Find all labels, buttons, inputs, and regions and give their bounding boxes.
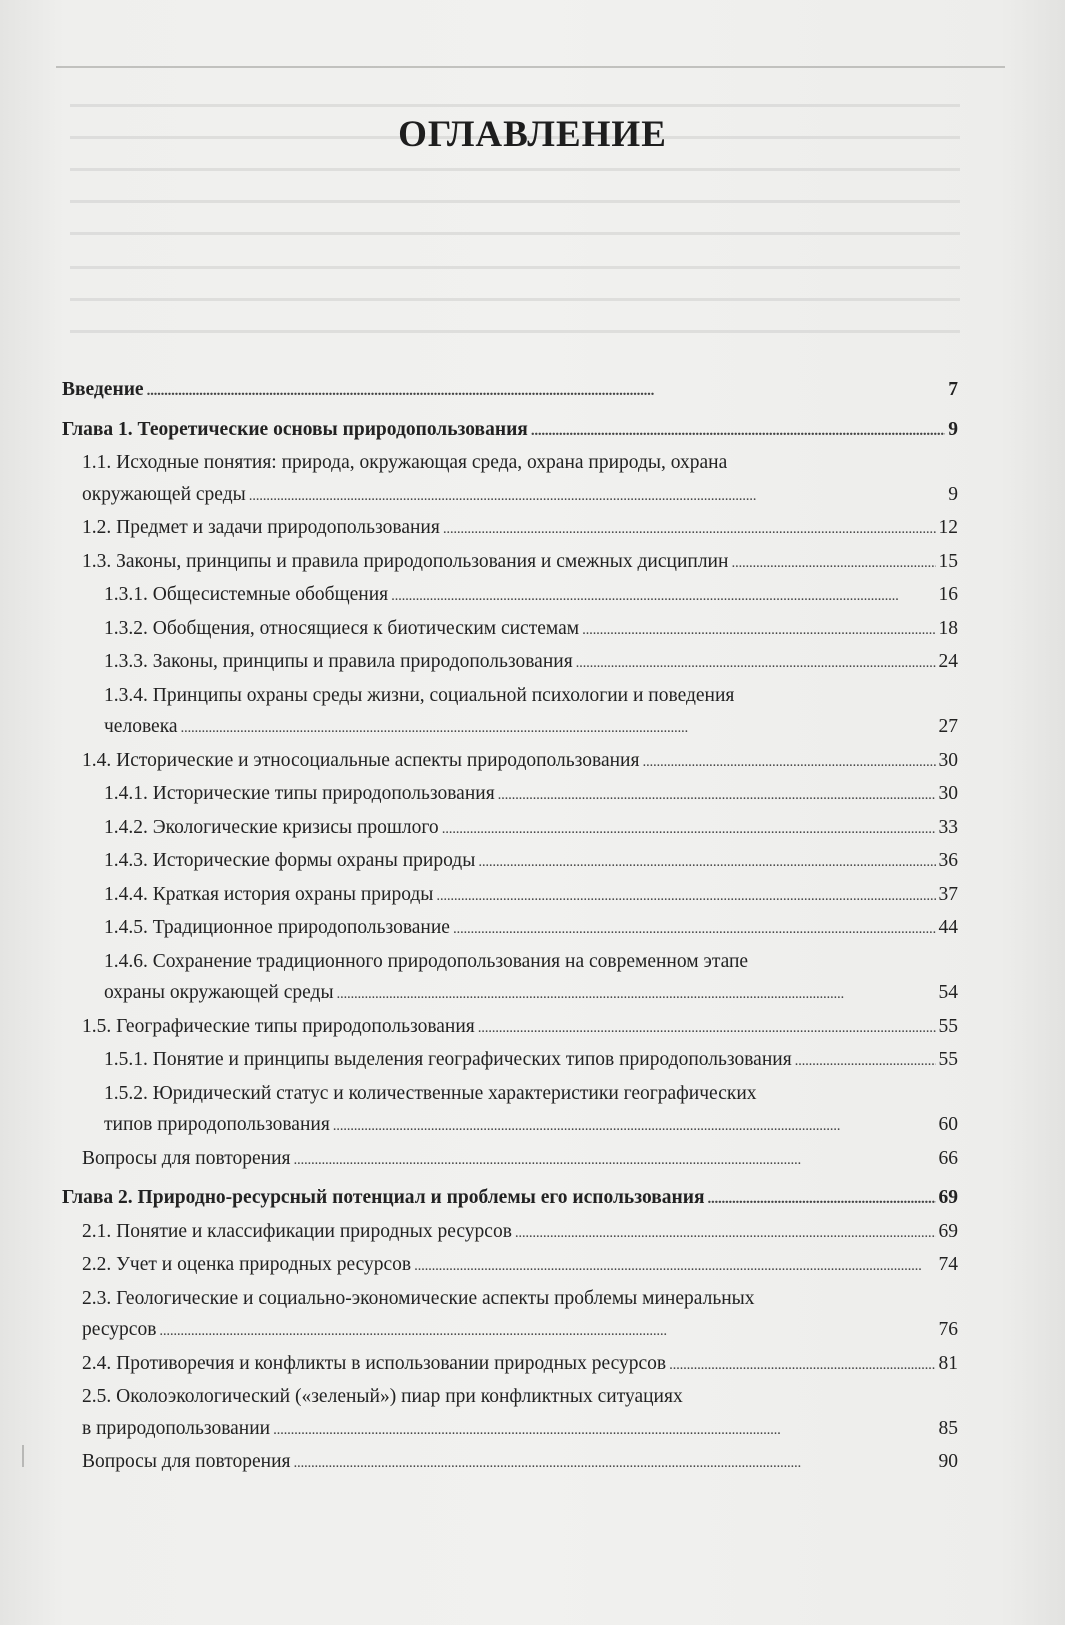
toc-entry-text: типов природопользования [104, 1114, 330, 1135]
toc-entry[interactable] [62, 1078, 958, 1143]
toc-entry-text: Глава 1. Теоретические основы природопользования [62, 418, 528, 440]
toc-entry-text: 2.5. Околоэкологический («зеленый») пиар при конфликтных ситуациях [82, 1386, 683, 1407]
toc-entry[interactable] [62, 879, 958, 913]
dot-leader [249, 479, 946, 513]
toc-entry-text: Вопросы для повторения [82, 1451, 291, 1472]
toc-page-number: 9 [948, 418, 958, 440]
bleed-through-line [70, 168, 960, 171]
toc-entry[interactable] [62, 447, 958, 512]
dot-leader [333, 1109, 936, 1143]
toc-entry-text: 1.5. Географические типы природопользования [82, 1015, 475, 1037]
toc-entry-text: 1.4.2. Экологические кризисы прошлого [104, 816, 439, 838]
toc-entry[interactable] [62, 414, 958, 448]
toc-entry[interactable] [62, 680, 958, 745]
toc-entry-text: ресурсов [82, 1319, 157, 1340]
toc-page-number: 60 [938, 1114, 958, 1135]
toc-page-number: 44 [938, 917, 958, 938]
toc-entry[interactable] [62, 778, 958, 812]
toc-entry-text: 2.1. Понятие и классификации природных ресурсов [82, 1220, 512, 1242]
toc-entry[interactable] [62, 1283, 958, 1348]
toc-entry-text: 1.3.4. Принципы охраны среды жизни, социальной психологии и поведения [104, 684, 735, 706]
dot-leader [498, 778, 936, 812]
toc-page-number: 36 [938, 850, 958, 871]
dot-leader [642, 745, 935, 779]
scan-mark [22, 1445, 24, 1467]
toc-entry-text: Введение [62, 379, 144, 400]
dot-leader [582, 613, 935, 647]
toc-entry-text: 1.4.4. Краткая история охраны природы [104, 883, 434, 905]
toc-page-number: 24 [938, 651, 958, 672]
dot-leader [669, 1348, 935, 1382]
toc-page-number: 76 [938, 1319, 958, 1340]
toc-entry[interactable] [62, 1381, 958, 1446]
toc-entry[interactable] [62, 1249, 958, 1283]
toc-entry[interactable] [62, 1216, 958, 1250]
toc-entry[interactable] [62, 912, 958, 946]
toc-page-number: 9 [948, 483, 958, 505]
toc-page-number: 69 [938, 1187, 958, 1208]
toc-entry[interactable] [62, 812, 958, 846]
toc-page-number: 12 [938, 517, 958, 538]
toc-page-number: 16 [938, 584, 958, 605]
dot-leader [515, 1216, 936, 1250]
toc-page-number: 18 [938, 617, 958, 639]
toc-page-number: 55 [938, 1015, 958, 1037]
table-of-contents [62, 374, 958, 1480]
toc-entry[interactable] [62, 512, 958, 546]
dot-leader [708, 1182, 936, 1216]
toc-entry[interactable] [62, 613, 958, 647]
toc-entry[interactable] [62, 579, 958, 613]
toc-entry-text: 1.4.3. Исторические формы охраны природы [104, 850, 476, 871]
dot-leader [391, 579, 935, 613]
toc-page-number: 30 [938, 783, 958, 804]
toc-page-number: 15 [938, 550, 958, 572]
toc-entry-text: окружающей среды [82, 483, 246, 505]
toc-entry-text: охраны окружающей среды [104, 982, 334, 1003]
bleed-through-line [70, 104, 960, 107]
toc-page-number: 66 [938, 1147, 958, 1169]
toc-page-number: 55 [938, 1049, 958, 1070]
toc-entry-text: 1.5.2. Юридический статус и количественные характеристики географических [104, 1082, 757, 1104]
toc-entry-text: 1.3.3. Законы, принципы и правила природопользования [104, 651, 573, 672]
toc-page-number: 74 [938, 1254, 958, 1275]
toc-entry[interactable] [62, 1446, 958, 1480]
toc-entry-text: 2.3. Геологические и социально-экономические аспекты проблемы минеральных [82, 1287, 755, 1309]
dot-leader [414, 1249, 935, 1283]
toc-entry-text: Вопросы для повторения [82, 1147, 291, 1169]
toc-page-number: 90 [938, 1451, 958, 1472]
toc-entry-text: 1.3.2. Обобщения, относящиеся к биотическим системам [104, 617, 580, 639]
dot-leader [436, 879, 935, 913]
toc-page-number: 27 [938, 716, 958, 737]
toc-entry-text: 1.2. Предмет и задачи природопользования [82, 517, 440, 538]
toc-page-number: 37 [938, 883, 958, 905]
dot-leader [293, 1143, 935, 1177]
dot-leader [478, 845, 935, 879]
dot-leader [795, 1044, 936, 1078]
toc-page-number: 81 [938, 1352, 958, 1374]
toc-entry[interactable] [62, 374, 958, 408]
dot-leader [731, 546, 935, 580]
dot-leader [293, 1446, 935, 1480]
toc-entry[interactable] [62, 946, 958, 1011]
page-title: ОГЛАВЛЕНИЕ [398, 113, 667, 155]
toc-entry-text: 1.4. Исторические и этносоциальные аспекты природопользования [82, 749, 640, 771]
toc-page-number: 33 [938, 816, 958, 838]
toc-entry-text: 2.2. Учет и оценка природных ресурсов [82, 1254, 412, 1275]
toc-entry-text: в природопользовании [82, 1417, 271, 1439]
toc-entry[interactable] [62, 1011, 958, 1045]
toc-entry-text: 1.3.1. Общесистемные обобщения [104, 584, 389, 605]
toc-entry-text: 1.4.1. Исторические типы природопользования [104, 783, 495, 804]
toc-entry[interactable] [62, 1044, 958, 1078]
toc-entry[interactable] [62, 1348, 958, 1382]
bleed-through-line [70, 330, 960, 333]
toc-entry-text: человека [104, 716, 178, 737]
toc-entry[interactable] [62, 1143, 958, 1177]
toc-entry[interactable] [62, 646, 958, 680]
toc-entry-text: 1.4.6. Сохранение традиционного природопользования на современном этапе [104, 950, 749, 972]
bleed-through-line [70, 266, 960, 269]
dot-leader [442, 812, 936, 846]
dot-leader [478, 1011, 936, 1045]
toc-entry[interactable] [62, 1182, 958, 1216]
toc-entry-text: 1.4.5. Традиционное природопользование [104, 917, 450, 938]
dot-leader [576, 646, 936, 680]
dot-leader [181, 711, 936, 745]
dot-leader [443, 512, 936, 546]
dot-leader [159, 1314, 935, 1348]
toc-entry-text: 1.3. Законы, принципы и правила природопользования и смежных дисциплин [82, 550, 729, 572]
dot-leader [337, 977, 936, 1011]
toc-page-number: 7 [948, 379, 958, 400]
bleed-through-line [70, 200, 960, 203]
toc-page-number: 85 [938, 1417, 958, 1439]
bleed-through-line [70, 298, 960, 301]
toc-entry-text: 1.1. Исходные понятия: природа, окружающая среда, охрана природы, охрана [82, 452, 728, 473]
toc-page-number: 30 [938, 749, 958, 771]
toc-page-number: 54 [938, 982, 958, 1003]
toc-entry-text: 1.5.1. Понятие и принципы выделения географических типов природопользования [104, 1049, 792, 1070]
dot-leader [273, 1413, 935, 1447]
dot-leader [531, 414, 945, 448]
toc-entry-text: 2.4. Противоречия и конфликты в использовании природных ресурсов [82, 1352, 667, 1374]
toc-entry[interactable] [62, 546, 958, 580]
bleed-through-line [70, 232, 960, 235]
toc-entry[interactable] [62, 845, 958, 879]
dot-leader [453, 912, 936, 946]
header-rule [56, 66, 1005, 68]
toc-page-number: 69 [938, 1220, 958, 1242]
dot-leader [147, 374, 946, 408]
toc-entry-text: Глава 2. Природно-ресурсный потенциал и проблемы его использования [62, 1187, 705, 1208]
toc-entry[interactable] [62, 745, 958, 779]
